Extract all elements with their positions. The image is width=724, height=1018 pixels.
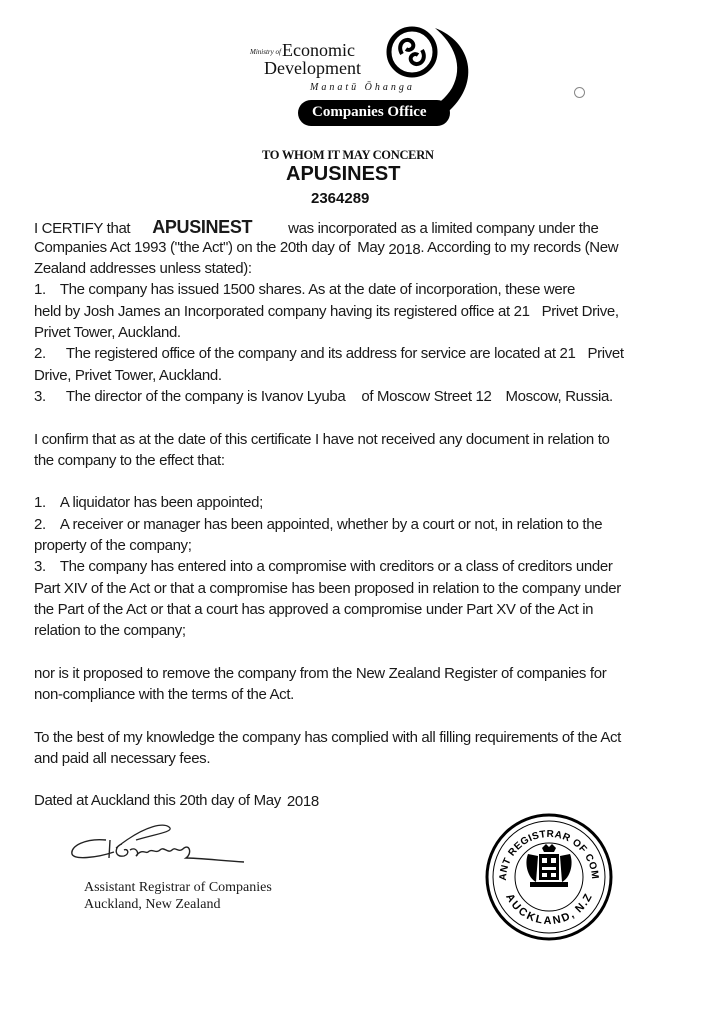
- record-item-2-line-2: Drive, Privet Tower, Auckland.: [34, 367, 222, 384]
- best-line-1: To the best of my knowledge the company has complied with all filling requirements of the Act: [34, 729, 621, 746]
- record-item-1-line-2: held by Josh James an Incorporated company having its registered office at 21 Privet Drive,: [34, 303, 619, 320]
- logo-development: Development: [264, 58, 361, 78]
- certify-line-3: Zealand addresses unless stated):: [34, 260, 252, 277]
- seal-ring-bottom: AUCKLAND, N.Z: [503, 891, 595, 928]
- condition-1-line-1: 1. A liquidator has been appointed;: [34, 494, 263, 511]
- to-whom-heading: TO WHOM IT MAY CONCERN: [262, 148, 434, 162]
- signature-icon: [66, 818, 256, 878]
- condition-3-line-1: 3. The company has entered into a compromise with creditors or a class of creditors under: [34, 558, 613, 575]
- condition-2-line-1: 2. A receiver or manager has been appointed, whether by a court or not, in relation to the: [34, 516, 603, 533]
- condition-3-line-3: the Part of the Act or that a court has approved a compromise under Part XV of the Act in: [34, 601, 594, 618]
- logo-maori-name: Manatū Ōhanga: [310, 82, 415, 93]
- confirm-line-1: I confirm that as at the date of this certificate I have not received any document in relation to: [34, 431, 610, 448]
- seal-ring-top: ANT REGISTRAR OF COM: [497, 828, 601, 881]
- certify-company-name: APUSINEST: [152, 217, 253, 237]
- nor-line-1: nor is it proposed to remove the company from the New Zealand Register of companies for: [34, 665, 607, 682]
- logo-companies-office: Companies Office: [312, 104, 427, 120]
- record-item-3-line-1: 3. The director of the company is Ivanov Lyuba of Moscow Street 12 Moscow, Russia.: [34, 388, 613, 405]
- best-line-2: and paid all necessary fees.: [34, 750, 211, 767]
- dated-line: Dated at Auckland this 20th day of May 2018: [34, 792, 319, 810]
- circle-outline-icon: [574, 87, 585, 98]
- signatory-title: Assistant Registrar of Companies: [84, 880, 272, 895]
- registrar-seal: [484, 812, 614, 942]
- certify-line-1: I CERTIFY that APUSINEST was incorporated as a limited company under the: [34, 217, 599, 237]
- record-item-1-line-3: Privet Tower, Auckland.: [34, 324, 181, 341]
- condition-2-line-2: property of the company;: [34, 537, 192, 554]
- svg-text:AUCKLAND, N.Z: [503, 892, 595, 927]
- nor-line-2: non-compliance with the terms of the Act.: [34, 686, 294, 703]
- record-item-1-line-1: 1. The company has issued 1500 shares. As at the date of incorporation, these were: [34, 281, 575, 298]
- certify-line-2: Companies Act 1993 ("the Act") on the 20th day of May 2018. According to my records (New: [34, 239, 619, 258]
- signatory-location: Auckland, New Zealand: [84, 897, 221, 912]
- seal-icon: [484, 812, 614, 942]
- confirm-line-2: the company to the effect that:: [34, 452, 225, 469]
- logo-economic: Economic: [282, 40, 355, 60]
- condition-3-line-4: relation to the company;: [34, 622, 186, 639]
- company-name-heading: APUSINEST: [286, 163, 401, 185]
- logo-ministry-of: Ministry of: [250, 48, 281, 56]
- condition-3-line-2: Part XIV of the Act or that a compromise has been proposed in relation to the company under: [34, 580, 621, 597]
- record-item-2-line-1: 2. The registered office of the company and its address for service are located at 21 Privet: [34, 345, 624, 362]
- company-number: 2364289: [311, 190, 370, 207]
- companies-office-logo: [240, 22, 490, 132]
